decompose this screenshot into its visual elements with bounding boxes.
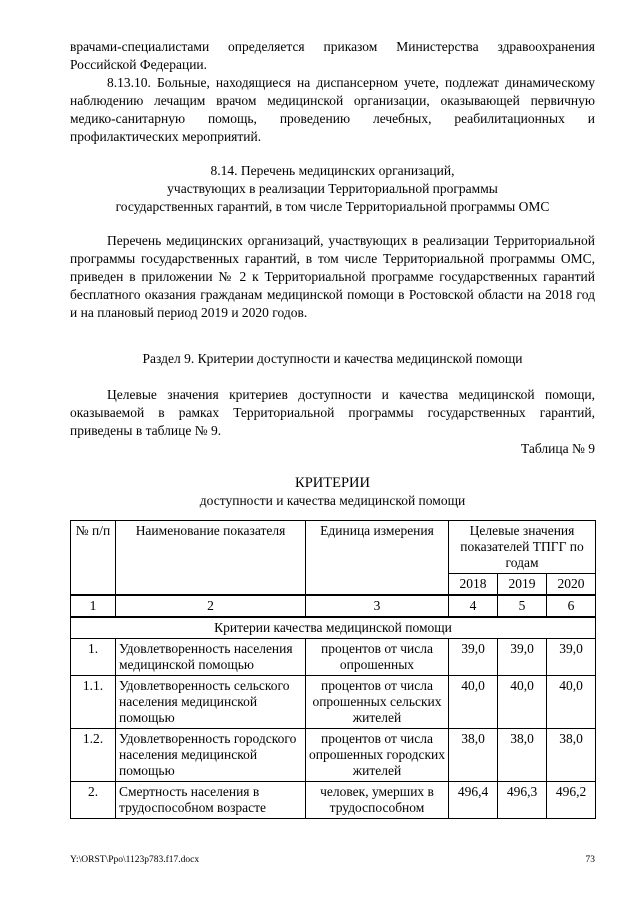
header-target: Целевые значения показателей ТПГГ по годам: [449, 521, 596, 574]
footer-page-number: 73: [585, 855, 595, 865]
table-subtitle: доступности и качества медицинской помощи: [199, 493, 466, 508]
column-number: 2: [116, 595, 306, 617]
row-unit: человек, умерших в трудоспособном: [306, 782, 449, 819]
column-numbers-row: [71, 595, 596, 617]
row-value-2019: 39,0: [498, 639, 547, 676]
row-name: Удовлетворенность населения медицинской помощью: [116, 639, 306, 676]
row-value-2020: 40,0: [547, 676, 596, 729]
footer-file-path: Y:\ORST\Ppo\1123p783.f17.docx: [70, 855, 200, 865]
table-row: [71, 729, 596, 782]
row-name: Смертность населения в трудоспособном возрасте: [116, 782, 306, 819]
heading-8-14-line-2: участвующих в реализации Территориальной программы: [167, 181, 498, 196]
row-value-2020: 496,2: [547, 782, 596, 819]
row-num: 2.: [71, 782, 116, 819]
row-name: Удовлетворенность городского населения медицинской помощью: [116, 729, 306, 782]
row-value-2018: 496,4: [449, 782, 498, 819]
header-name: Наименование показателя: [116, 521, 306, 596]
row-num: 1.: [71, 639, 116, 676]
row-value-2019: 38,0: [498, 729, 547, 782]
heading-8-14-line-1: 8.14. Перечень медицинских организаций,: [210, 163, 455, 178]
row-unit: процентов от числа опрошенных городских жителей: [306, 729, 449, 782]
header-year-2020: 2020: [547, 574, 596, 596]
header-year-2018: 2018: [449, 574, 498, 596]
section-9-heading: Раздел 9. Критерии доступности и качества медицинской помощи: [142, 351, 523, 366]
table-row: [71, 676, 596, 729]
row-value-2020: 39,0: [547, 639, 596, 676]
column-number: 4: [449, 595, 498, 617]
header-num: № п/п: [71, 521, 116, 596]
section-row: [71, 617, 596, 639]
column-number: 3: [306, 595, 449, 617]
row-unit: процентов от числа опрошенных: [306, 639, 449, 676]
criteria-table: [70, 520, 596, 819]
row-value-2018: 38,0: [449, 729, 498, 782]
table-row: [71, 639, 596, 676]
row-name: Удовлетворенность сельского населения медицинской помощью: [116, 676, 306, 729]
header-unit: Единица измерения: [306, 521, 449, 596]
column-number: 6: [547, 595, 596, 617]
row-num: 1.1.: [71, 676, 116, 729]
table-header-row: [71, 521, 596, 574]
row-value-2020: 38,0: [547, 729, 596, 782]
column-number: 5: [498, 595, 547, 617]
column-number: 1: [71, 595, 116, 617]
row-value-2019: 496,3: [498, 782, 547, 819]
row-value-2018: 39,0: [449, 639, 498, 676]
row-num: 1.2.: [71, 729, 116, 782]
paragraph-8-13-10: 8.13.10. Больные, находящиеся на диспансерном учете, подлежат динамическому наблюдению лечащим врачом медицинской организации, оказывающей первичную медико-санитарную помощь, проведению лечебных, реабилитационных и профилактических мероприятий.: [70, 75, 595, 144]
heading-8-14: [70, 162, 595, 216]
paragraph-continuation: врачами-специалистами определяется приказом Министерства здравоохранения Российской Федерации.: [70, 39, 595, 72]
header-year-2019: 2019: [498, 574, 547, 596]
row-value-2018: 40,0: [449, 676, 498, 729]
heading-8-14-line-3: государственных гарантий, в том числе Территориальной программы ОМС: [115, 199, 550, 214]
row-value-2019: 40,0: [498, 676, 547, 729]
table-label: Таблица № 9: [521, 441, 595, 456]
section-quality-criteria: Критерии качества медицинской помощи: [71, 617, 596, 639]
table-title: КРИТЕРИИ: [295, 475, 370, 491]
row-unit: процентов от числа опрошенных сельских жителей: [306, 676, 449, 729]
paragraph-8-14: Перечень медицинских организаций, участвующих в реализации Территориальной программы государственных гарантий, в том числе Территориальной программы ОМС, приведен в приложении № 2 к Территориальной программе государственных гарантий бесплатного оказания гражданам медицинской помощи в Ростовской области на 2018 год и на плановый период 2019 и 2020 годов.: [70, 233, 595, 320]
paragraph-9: Целевые значения критериев доступности и качества медицинской помощи, оказываемой в рамках Территориальной программы государственных гарантий, приведены в таблице № 9.: [70, 387, 595, 438]
table-row: [71, 782, 596, 819]
